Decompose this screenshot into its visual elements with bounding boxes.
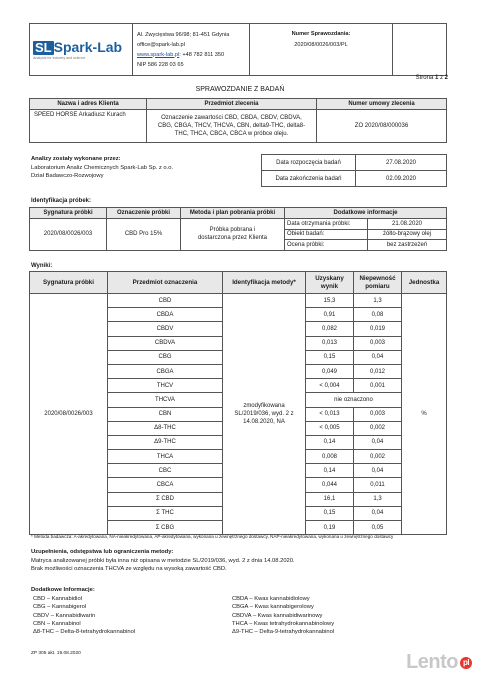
performed-by-lab: Laboratorium Analiz Chemicznych Spark-Lab Sp. z o.o. xyxy=(31,164,174,171)
lento-watermark xyxy=(406,651,472,674)
legend-item: CBGA – Kwas kannabigerolowy xyxy=(232,604,314,611)
results-value: 0,19 xyxy=(306,521,354,535)
results-analyte: CBGA xyxy=(108,364,223,378)
results-analyte: CBCA xyxy=(108,478,223,492)
logo xyxy=(30,24,133,76)
results-value: 0,14 xyxy=(306,464,354,478)
results-analyte: CBD xyxy=(108,294,223,308)
results-header-method: Identyfikacja metody* xyxy=(223,272,306,294)
legend-right-column xyxy=(232,595,334,636)
end-date-value: 02.09.2020 xyxy=(356,171,447,187)
results-analyte: Σ CBD xyxy=(108,492,223,506)
performed-by-dept: Dział Badawczo-Rozwojowy xyxy=(31,173,104,179)
watermark-text: Lento xyxy=(406,651,458,673)
results-uncertainty: 1,3 xyxy=(354,492,402,506)
legend-item: THCA – Kwas tetrahydrokannabinolowy xyxy=(232,620,335,627)
extra-value: żółto-brązowy olej xyxy=(368,229,447,240)
results-header-unit: Jednostka xyxy=(402,272,447,294)
deviations-line: Matryca analizowanej próbki była inna niż opisana w metodzie SL/2019/036, wyd. 2 z dnia 14.08.2020. xyxy=(31,557,295,564)
extra-value: 21.08.2020 xyxy=(368,219,447,230)
address: Al. Zwycięstwa 96/98; 81-451 Gdynia xyxy=(137,31,230,38)
results-method: zmodyfikowana SL/2019/036, wyd. 2 z 14.08.2020, NA xyxy=(223,294,306,535)
logo-tagline: Analysis for industry and science xyxy=(33,56,86,60)
legend-item: CBDV – Kannabidiwarin xyxy=(33,612,96,619)
legend-item: Δ9-THC – Delta-9-tetrahydrokannabinol xyxy=(232,629,335,636)
results-sample-sig: 2020/08/0026/003 xyxy=(30,294,108,535)
nip: NIP 586 228 03 65 xyxy=(137,61,184,68)
results-analyte: CBN xyxy=(108,407,223,421)
deviations-line: Brak możliwości oznaczenia THCVA ze względu na wysoką zawartość CBD. xyxy=(31,566,227,572)
results-analyte: Σ THC xyxy=(108,506,223,520)
samples-method: Próbka pobrana i dostarczona przez Klienta xyxy=(181,219,285,251)
results-analyte: THCVA xyxy=(108,393,223,407)
email: office@spark-lab.pl xyxy=(137,41,185,48)
results-value: 0,14 xyxy=(306,435,354,449)
results-analyte: CBDA xyxy=(108,308,223,322)
results-analyte: CBG xyxy=(108,350,223,364)
results-value: 0,044 xyxy=(306,478,354,492)
order-subject: Oznaczenie zawartości CBD, CBDA, CBDV, CBDVA, CBG, CBGA, THCV, THCVA, CBN, delta9-THC, delta8-THC, THCA, CBCA, CBCA w próbce oleju. xyxy=(147,110,317,143)
results-unit: % xyxy=(402,294,447,535)
performed-by-title: Analizy zostały wykonane przez: xyxy=(31,156,121,162)
results-section-title: Wyniki: xyxy=(31,263,53,269)
results-analyte: CBDVA xyxy=(108,336,223,350)
legend-item: CBDA – Kwas kannabidiolowy xyxy=(232,596,310,602)
results-header-uncertainty: Niepewność pomiaru xyxy=(354,272,402,294)
start-date-label: Data rozpoczęcia badań xyxy=(262,155,356,171)
results-analyte: Δ9-THC xyxy=(108,435,223,449)
results-value: 0,013 xyxy=(306,336,354,350)
results-analyte: THCV xyxy=(108,379,223,393)
results-analyte: Δ8-THC xyxy=(108,421,223,435)
samples-mark: CBD Pro 15% xyxy=(107,219,181,251)
samples-header-extra: Dodatkowe informacje xyxy=(285,208,447,219)
method-footnote: * Metoda badawcza: A-akredytowana, NA-nieakredytowana, AP-akredytowana, wykonana u zewnętrznego dostawcy, NAP-nieakredytowana, wykonana u zewnętrznego dostawcy xyxy=(31,534,394,539)
results-uncertainty: 0,002 xyxy=(354,421,402,435)
extra-value: bez zastrzeżeń xyxy=(368,240,447,251)
header-empty-cell xyxy=(393,24,447,76)
samples-section-title: Identyfikacja próbek: xyxy=(31,198,92,204)
results-uncertainty: 0,04 xyxy=(354,350,402,364)
results-uncertainty: 0,019 xyxy=(354,322,402,336)
report-number: 2020/08/0026/003/PL xyxy=(294,42,348,48)
order-header-contract: Numer umowy zlecenia xyxy=(317,99,447,110)
results-value: < 0,004 xyxy=(306,379,354,393)
samples-table xyxy=(29,207,447,251)
results-uncertainty: 0,002 xyxy=(354,450,402,464)
results-value: 0,008 xyxy=(306,450,354,464)
results-value: 0,082 xyxy=(306,322,354,336)
extra-label: Data otrzymania próbki: xyxy=(285,219,368,230)
results-uncertainty: 0,04 xyxy=(354,506,402,520)
report-number-box xyxy=(250,24,393,76)
results-table xyxy=(29,271,447,535)
results-uncertainty: 0,08 xyxy=(354,308,402,322)
order-header-client: Nazwa i adres Klienta xyxy=(30,99,147,110)
document-title: SPRAWOZDANIE Z BADAŃ xyxy=(195,86,285,93)
legend-left-column xyxy=(33,595,135,636)
results-value: 15,3 xyxy=(306,294,354,308)
header-box xyxy=(29,23,447,76)
legend-item: CBD – Kannabidiol xyxy=(33,596,82,602)
results-uncertainty: 0,05 xyxy=(354,521,402,535)
logo-mark: SL xyxy=(35,40,52,55)
results-analyte: CBDV xyxy=(108,322,223,336)
form-footer: ZP 305 akt. 19.08.2020 xyxy=(31,651,81,656)
results-uncertainty: 0,011 xyxy=(354,478,402,492)
dates-table xyxy=(261,154,447,187)
results-value: 0,15 xyxy=(306,350,354,364)
results-uncertainty: 1,3 xyxy=(354,294,402,308)
extra-label: Obiekt badań: xyxy=(285,229,368,240)
start-date-value: 27.08.2020 xyxy=(356,155,447,171)
results-not-determined: nie oznaczono xyxy=(306,393,402,407)
results-analyte: THCA xyxy=(108,450,223,464)
samples-header-method: Metoda i plan pobrania próbki xyxy=(181,208,285,219)
order-header-subject: Przedmiot zlecenia xyxy=(147,99,317,110)
results-row xyxy=(30,294,447,308)
results-uncertainty: 0,012 xyxy=(354,364,402,378)
legend-item: CBG – Kannabigerol xyxy=(33,604,87,611)
watermark-badge: pl xyxy=(460,657,472,669)
extra-label: Ocena próbki: xyxy=(285,240,368,251)
order-contract: ZO 2020/08/000036 xyxy=(317,110,447,143)
website-link[interactable]: www.spark-lab.pl xyxy=(137,51,180,58)
phone: : +48 782 811 350 xyxy=(179,51,225,58)
results-header-result: Uzyskany wynik xyxy=(306,272,354,294)
deviations xyxy=(31,548,295,574)
results-value: 0,91 xyxy=(306,308,354,322)
results-value: 0,15 xyxy=(306,506,354,520)
results-analyte: CBC xyxy=(108,464,223,478)
page-current: 1 xyxy=(434,75,439,81)
page-label: Strona xyxy=(415,75,434,81)
legend-item: CBN – Kannabinol xyxy=(33,620,81,627)
company-contact xyxy=(133,24,250,76)
results-value: < 0,013 xyxy=(306,407,354,421)
samples-header-sig: Sygnatura próbki xyxy=(30,208,107,219)
results-uncertainty: 0,001 xyxy=(354,379,402,393)
samples-sig: 2020/08/0026/003 xyxy=(30,219,107,251)
results-header-subject: Przedmiot oznaczenia xyxy=(108,272,223,294)
page-total: 2 xyxy=(444,75,448,81)
results-header-sig: Sygnatura próbki xyxy=(30,272,108,294)
results-value: < 0,005 xyxy=(306,421,354,435)
results-value: 16,1 xyxy=(306,492,354,506)
results-uncertainty: 0,003 xyxy=(354,407,402,421)
logo-name: Spark-Lab xyxy=(53,39,123,55)
deviations-title: Uzupełnienia, odstępstwa lub ograniczenia metody: xyxy=(31,549,174,555)
performed-by xyxy=(31,155,173,181)
results-uncertainty: 0,003 xyxy=(354,336,402,350)
page-of: z xyxy=(439,75,443,81)
legend-item: CBDVA – Kwas kannabidiwarinowy xyxy=(232,612,323,619)
results-analyte: Σ CBG xyxy=(108,521,223,535)
legend-item: Δ8-THC – Delta-8-tetrahydrokannabinol xyxy=(33,629,136,636)
page-indicator xyxy=(416,75,448,81)
end-date-label: Data zakończenia badań xyxy=(262,171,356,187)
results-uncertainty: 0,04 xyxy=(354,435,402,449)
report-number-label: Numer Sprawozdania: xyxy=(291,31,351,37)
extra-info-title: Dodatkowe Informacje: xyxy=(31,587,95,593)
results-uncertainty: 0,04 xyxy=(354,464,402,478)
results-value: 0,049 xyxy=(306,364,354,378)
order-client: SPEED HORSE Arkadiusz Kurach xyxy=(30,110,147,143)
samples-header-mark: Oznaczenie próbki xyxy=(107,208,181,219)
order-table xyxy=(29,98,447,143)
